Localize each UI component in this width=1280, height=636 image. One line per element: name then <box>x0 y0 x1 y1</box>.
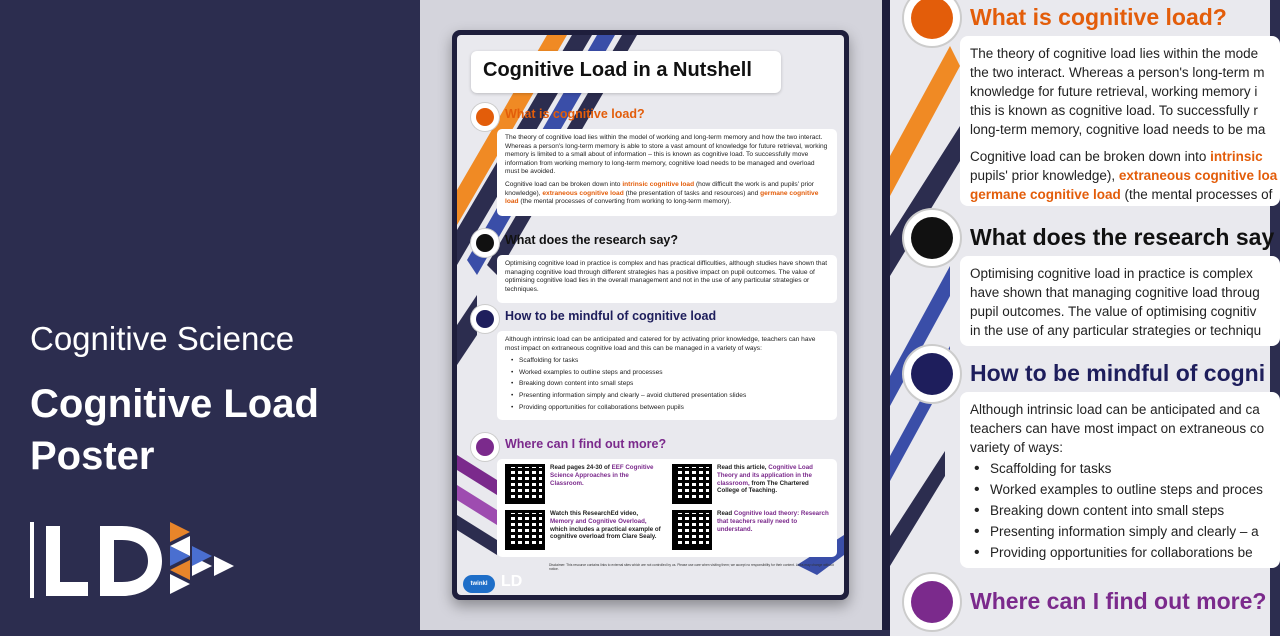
list-item: • Providing opportunities for collaborations between pupils <box>511 404 829 413</box>
text: which includes a practical example of cognitive overload from Clare Sealy. <box>550 525 661 541</box>
poster-title-box <box>471 51 781 93</box>
resource-link[interactable]: Memory and Cognitive Overload, <box>550 517 647 525</box>
resource-text <box>717 510 829 550</box>
qr-code[interactable] <box>505 510 545 550</box>
text: Cognitive load can be broken down into <box>970 149 1211 164</box>
list-item: • Breaking down content into small steps <box>974 501 1270 520</box>
text: pupils' prior knowledge), <box>970 168 1119 183</box>
term-extraneous: extraneous cognitive loa <box>1118 168 1278 183</box>
term-intrinsic: intrinsic <box>1210 149 1263 164</box>
qr-code[interactable] <box>672 464 712 504</box>
section-body <box>497 459 837 557</box>
term-germane: germane cognitive load <box>505 189 819 206</box>
question-icon <box>471 305 499 333</box>
qr-code[interactable] <box>672 510 712 550</box>
section-heading: How to be mindful of cognitive load <box>505 309 717 323</box>
text: Cognitive load can be broken down into <box>505 180 623 188</box>
section-body <box>497 331 837 420</box>
list-item: • Breaking down content into small steps <box>511 380 829 389</box>
resource-text <box>550 464 662 504</box>
zoom-body-what <box>960 36 1280 206</box>
paragraph: Optimising cognitive load in practice is complex and has practical difficulties, although studies have shown that managing cognitive load through different strategies has a positive impact on pupil outcomes. The value of optimising cognitive load lies in the overall management and not in the use of any particular strategies or techniques. <box>505 260 828 293</box>
text-line: The theory of cognitive load lies within the mode <box>970 46 1259 61</box>
section-more <box>471 433 837 541</box>
text-line: pupil outcomes. The value of optimising cognitiv <box>970 304 1257 319</box>
twinkl-logo: twinkl <box>463 575 495 593</box>
resource-item <box>672 510 829 550</box>
page-title: Cognitive Load Poster <box>30 382 319 478</box>
resource-text <box>717 464 829 504</box>
subtitle: Cognitive Science <box>30 320 295 357</box>
resource-text <box>550 510 662 550</box>
text: Read this article, <box>717 464 769 471</box>
text-line <box>970 147 1270 166</box>
brain-icon <box>471 103 499 131</box>
list-item: • Presenting information simply and clearly – a <box>974 522 1270 541</box>
arrow-right-icon <box>904 574 960 630</box>
section-header <box>471 229 837 255</box>
zoom-heading-what: What is cognitive load? <box>970 4 1227 30</box>
text-line <box>970 166 1278 185</box>
strategy-list <box>505 357 829 412</box>
text: Read pages 24-30 of <box>550 464 612 471</box>
poster-ld-logo: LD <box>501 573 523 590</box>
magnifier-icon <box>904 210 960 266</box>
paragraph: The theory of cognitive load lies within the model of working and long-term memory and how the two interact. Whereas a person's long-term memory is able to store a vast amount of knowledge for future retrieval, working memory is limited to a small about of information – this is known as cognitive load. To successfully move information from working memory to long-term memory, cognitive load needs to be managed and overload must be avoided. <box>505 134 828 176</box>
text: (the mental processes of <box>1120 187 1273 202</box>
zoomed-detail <box>882 0 1278 630</box>
arrow-right-icon <box>471 433 499 461</box>
section-heading: What does the research say? <box>505 233 678 247</box>
section-what <box>471 103 837 206</box>
zoom-heading-more: Where can I find out more? <box>970 588 1267 614</box>
text-line: this is known as cognitive load. To successfully r <box>970 103 1258 118</box>
section-body <box>497 255 837 303</box>
text-line: Although intrinsic load can be anticipated and ca <box>970 402 1260 417</box>
left-panel <box>0 0 420 630</box>
text: from The Chartered College of Teaching. <box>717 479 809 495</box>
list-item: • Presenting information simply and clearly – avoid cluttered presentation slides <box>511 392 829 401</box>
zoomed-poster <box>890 0 1278 636</box>
resource-link[interactable]: Cognitive load theory: Research that teachers really need to understand. <box>717 510 829 533</box>
ld-logo <box>30 518 240 600</box>
section-header <box>471 305 837 331</box>
text: Read <box>717 510 734 517</box>
term-germane: germane cognitive load <box>970 187 1121 202</box>
resource-item <box>505 510 662 550</box>
zoom-heading-research: What does the research say <box>970 224 1275 250</box>
poster-thumbnail <box>452 30 849 600</box>
section-heading: What is cognitive load? <box>505 107 645 121</box>
section-header <box>471 433 837 459</box>
text: Watch this ResearchEd video, <box>550 510 639 517</box>
section-research <box>471 229 837 293</box>
section-header <box>471 103 837 129</box>
zoom-heading-mindful: How to be mindful of cogni <box>970 360 1266 386</box>
text: (the mental processes of converting from working to long-term memory). <box>518 198 732 206</box>
paragraph: Although intrinsic load can be anticipated and catered for by activating prior knowledge, teachers can have most impact on extraneous cognitive load and this can be managed in a variety of ways: <box>505 336 816 352</box>
list-item: • Worked examples to outline steps and proces <box>974 480 1270 499</box>
zoom-body-research <box>960 256 1280 346</box>
text-line: long-term memory, cognitive load needs to be ma <box>970 122 1266 137</box>
text-line: variety of ways: <box>970 440 1064 455</box>
term-extraneous: extraneous cognitive load <box>542 189 624 197</box>
section-body <box>497 129 837 216</box>
magnifier-icon <box>471 229 499 257</box>
text: (how difficult the work is and pupils' prior knowledge), <box>505 180 815 197</box>
disclaimer: Disclaimer: This resource contains links to external sites which are not controlled by us. Please use care when visiting them; we accept no responsibility for their content. Links may change without notice. <box>549 563 834 572</box>
text-line: Optimising cognitive load in practice is complex <box>970 266 1253 281</box>
text: (the presentation of tasks and resources) and <box>623 189 761 197</box>
poster-title: Cognitive Load in a Nutshell <box>483 59 752 81</box>
resource-link[interactable]: EEF Cognitive Science Approaches in the Classroom. <box>550 464 654 487</box>
text-line <box>970 185 1273 204</box>
text-line: knowledge for future retrieval, working memory i <box>970 84 1258 99</box>
section-heading: Where can I find out more? <box>505 437 667 451</box>
zoom-body-mindful <box>960 392 1280 568</box>
list-item: • Scaffolding for tasks <box>974 459 1270 478</box>
question-icon <box>904 346 960 402</box>
qr-code[interactable] <box>505 464 545 504</box>
list-item: • Worked examples to outline steps and processes <box>511 369 829 378</box>
text-line: teachers can have most impact on extraneous co <box>970 421 1265 436</box>
resource-link[interactable]: Cognitive Load Theory and its application in the classroom, <box>717 464 813 487</box>
resource-item <box>672 464 829 504</box>
resource-item <box>505 464 662 504</box>
strategy-list <box>970 459 1270 562</box>
text-line: the two interact. Whereas a person's long-term m <box>970 65 1265 80</box>
term-intrinsic: intrinsic cognitive load <box>622 180 695 188</box>
text-line: in the use of any particular strategies or techniqu <box>970 323 1262 338</box>
list-item: • Scaffolding for tasks <box>511 357 829 366</box>
resource-grid <box>505 464 829 550</box>
paragraph <box>505 181 829 207</box>
section-mindful <box>471 305 837 411</box>
poster-sheet <box>457 35 844 595</box>
text-line: have shown that managing cognitive load throug <box>970 285 1260 300</box>
list-item: • Providing opportunities for collaborations be <box>974 543 1270 562</box>
